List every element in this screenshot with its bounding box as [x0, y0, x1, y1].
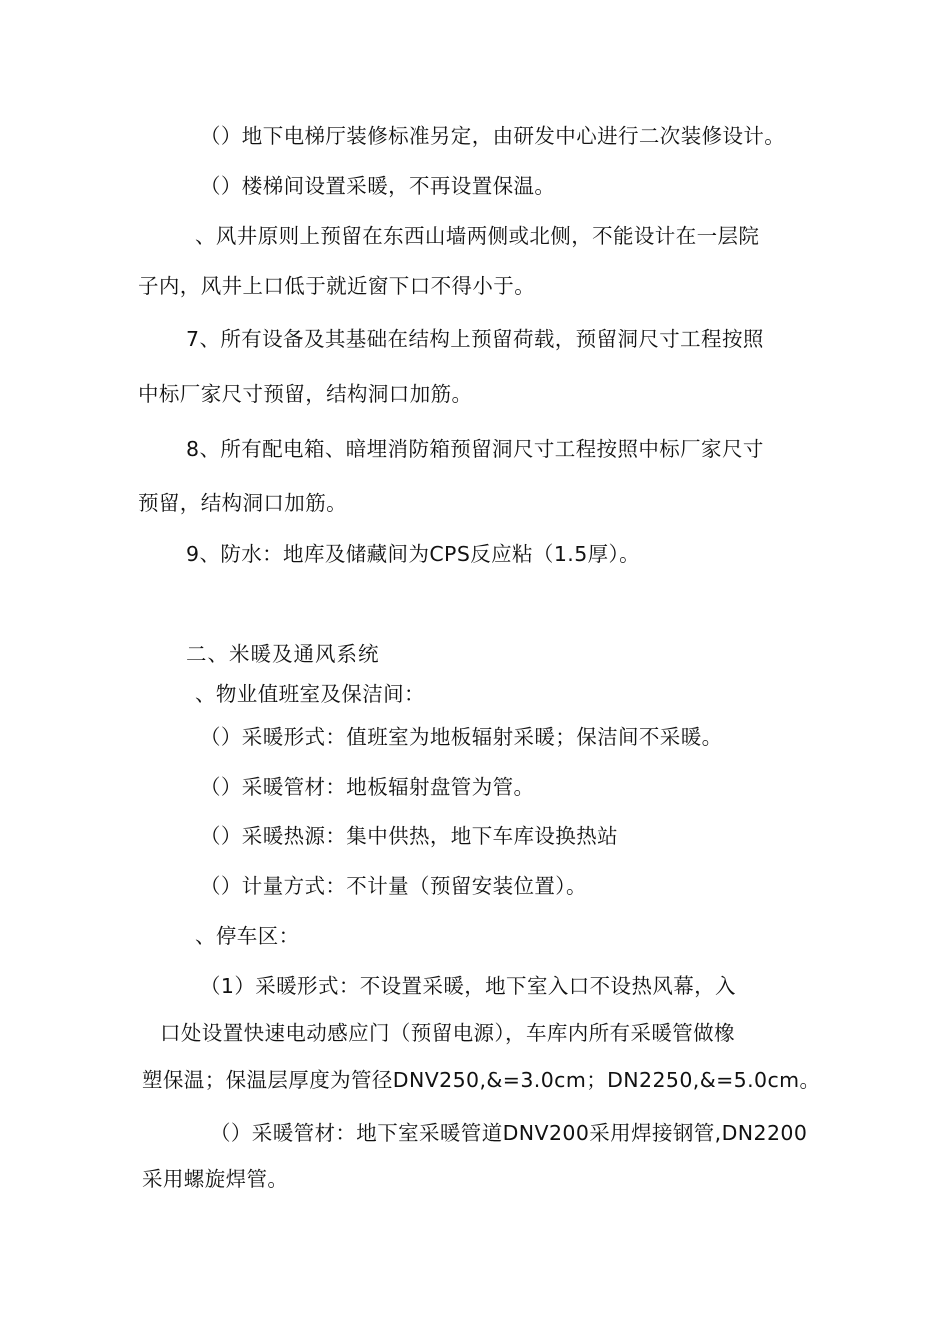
text-line: （）采暖热源：集中供热，地下车库设换热站 [200, 824, 618, 848]
text-line: 7、所有设备及其基础在结构上预留荷载，预留洞尺寸工程按照 [186, 327, 764, 351]
text-line: （）计量方式：不计量（预留安装位置）。 [200, 874, 587, 898]
text-line: 口处设置快速电动感应门（预留电源），车库内所有采暖管做橡 [160, 1021, 735, 1045]
text-line: 9、防水：地库及储藏间为CPS反应粘（1.5厚）。 [186, 542, 641, 566]
text-line: 预留，结构洞口加筋。 [138, 491, 347, 515]
text-line: 塑保温；保温层厚度为管径DNV250,&=3.0cm；DN2250,&=5.0cm。 [142, 1068, 821, 1092]
text-line: 、停车区： [195, 924, 300, 948]
text-line: （）采暖形式：值班室为地板辐射采暖；保洁间不采暖。 [200, 725, 723, 749]
text-line: 8、所有配电箱、暗埋消防箱预留洞尺寸工程按照中标厂家尺寸 [186, 437, 764, 461]
text-line: （）采暖管材：地下室采暖管道DNV200采用焊接钢管,DN2200 [210, 1121, 808, 1145]
text-line: （1）采暖形式：不设置采暖，地下室入口不设热风幕，入 [200, 974, 736, 998]
text-line: 、物业值班室及保洁间： [195, 682, 425, 706]
section-heading: 二、米暖及通风系统 [186, 642, 380, 666]
text-line: 采用螺旋焊管。 [142, 1167, 289, 1191]
text-line: 中标厂家尺寸预留，结构洞口加筋。 [138, 382, 473, 406]
text-line: 子内，风井上口低于就近窗下口不得小于。 [138, 274, 536, 298]
text-line: 、风井原则上预留在东西山墙两侧或北侧，不能设计在一层院 [195, 224, 760, 248]
text-line: （）采暖管材：地板辐射盘管为管。 [200, 775, 535, 799]
text-line: （）楼梯间设置采暖，不再设置保温。 [200, 174, 556, 198]
text-line: （）地下电梯厅装修标准另定，由研发中心进行二次装修设计。 [200, 124, 786, 148]
